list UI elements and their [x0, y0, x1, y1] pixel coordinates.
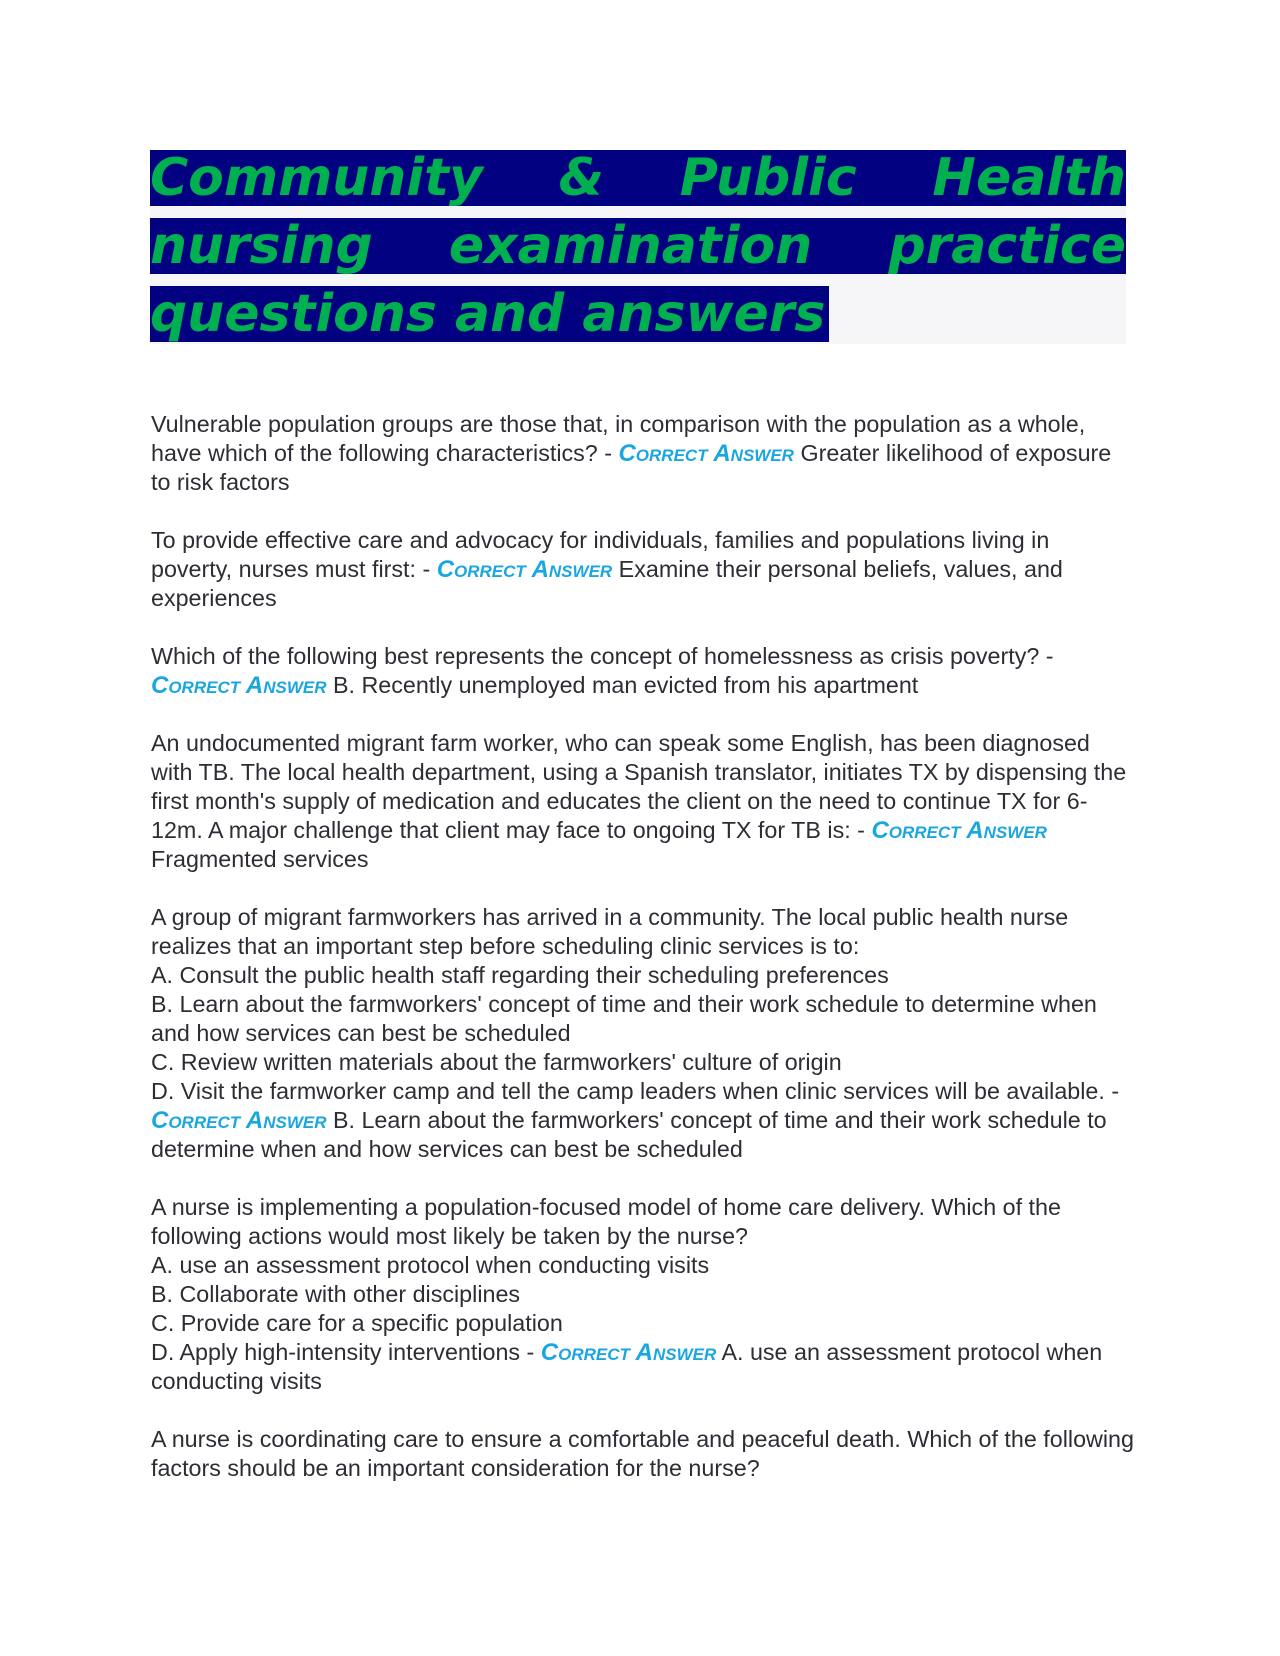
- question-text: To provide effective care and advocacy for individuals, families and populations living in poverty, nurses must first: - Correct Answer Examine their personal beliefs, values, and experiences: [151, 527, 1063, 611]
- question-item: [151, 903, 1136, 1164]
- title-word: &: [558, 150, 604, 206]
- title-word: Public: [679, 150, 857, 206]
- question-text: A nurse is coordinating care to ensure a comfortable and peaceful death. Which of the following factors should be an important consideration for the nurse?: [151, 1426, 1134, 1481]
- title-word: nursing: [150, 218, 373, 274]
- answer-option: D. Visit the farmworker camp and tell the camp leaders when clinic services will be available. - Correct Answer B. Learn about the farmworkers' concept of time and their work schedule to determine when and how services can best be scheduled: [151, 1078, 1120, 1162]
- answer-text: Examine their personal beliefs, values, and experiences: [151, 556, 1063, 611]
- title-word: questions and answers: [150, 286, 826, 342]
- question-text: Vulnerable population groups are those that, in comparison with the population as a whole, have which of the following characteristics? - Correct Answer Greater likelihood of exposure to risk factors: [151, 411, 1112, 495]
- question-item: [151, 526, 1136, 613]
- question-text: Which of the following best represents the concept of homelessness as crisis poverty? - Correct Answer B. Recently unemployed man evicted from his apartment: [151, 643, 1054, 699]
- title-line-1: [150, 150, 1126, 206]
- question-item: [151, 1425, 1136, 1483]
- document-body: [151, 410, 1136, 1512]
- answer-option: B. Learn about the farmworkers' concept of time and their work schedule to determine when and how services can best be scheduled: [151, 991, 1097, 1046]
- answer-option: B. Collaborate with other disciplines: [151, 1281, 521, 1307]
- question-item: [151, 1193, 1136, 1396]
- answer-option: A. use an assessment protocol when conducting visits: [151, 1252, 710, 1278]
- question-item: [151, 729, 1136, 874]
- answer-option: C. Provide care for a specific population: [151, 1310, 563, 1336]
- title-word: practice: [888, 218, 1126, 274]
- answer-text: Greater likelihood of exposure to risk factors: [151, 440, 1112, 495]
- question-text: A group of migrant farmworkers has arrived in a community. The local public health nurse realizes that an important step before scheduling clinic services is to:: [151, 904, 1069, 959]
- answer-option: A. Consult the public health staff regarding their scheduling preferences: [151, 962, 889, 988]
- question-item: [151, 410, 1136, 497]
- correct-answer-label: Correct Answer: [151, 672, 327, 699]
- title-line-2: [150, 218, 1126, 274]
- question-text: A nurse is implementing a population-focused model of home care delivery. Which of the following actions would most likely be taken by the nurse?: [151, 1194, 1061, 1249]
- answer-text: A. use an assessment protocol when conducting visits: [151, 1339, 1103, 1394]
- correct-answer-label: Correct Answer: [871, 817, 1047, 844]
- title-word: examination: [448, 218, 813, 274]
- answer-text: B. Learn about the farmworkers' concept of time and their work schedule to determine when and how services can best be scheduled: [151, 1107, 1107, 1162]
- correct-answer-label: Correct Answer: [540, 1339, 717, 1366]
- answer-text: Fragmented services: [151, 846, 369, 872]
- answer-text: B. Recently unemployed man evicted from his apartment: [332, 672, 919, 698]
- title-word: Health: [932, 150, 1126, 206]
- title-line-3: [150, 286, 829, 342]
- correct-answer-label: Correct Answer: [618, 440, 794, 467]
- correct-answer-label: Correct Answer: [151, 1107, 327, 1134]
- answer-option: C. Review written materials about the farmworkers' culture of origin: [151, 1049, 842, 1075]
- question-text: An undocumented migrant farm worker, who can speak some English, has been diagnosed with TB. The local health department, using a Spanish translator, initiates TX by dispensing the first month's supply of medication and educates the client on the need to continue TX for 6-12m. A major challenge that client may face to ongoing TX for TB is: - Correct Answer Fragmented services: [151, 730, 1127, 872]
- correct-answer-label: Correct Answer: [436, 556, 613, 583]
- question-item: [151, 642, 1136, 700]
- answer-option: D. Apply high-intensity interventions - Correct Answer A. use an assessment protocol when conducting visits: [151, 1339, 1103, 1394]
- title-word: Community: [150, 150, 483, 206]
